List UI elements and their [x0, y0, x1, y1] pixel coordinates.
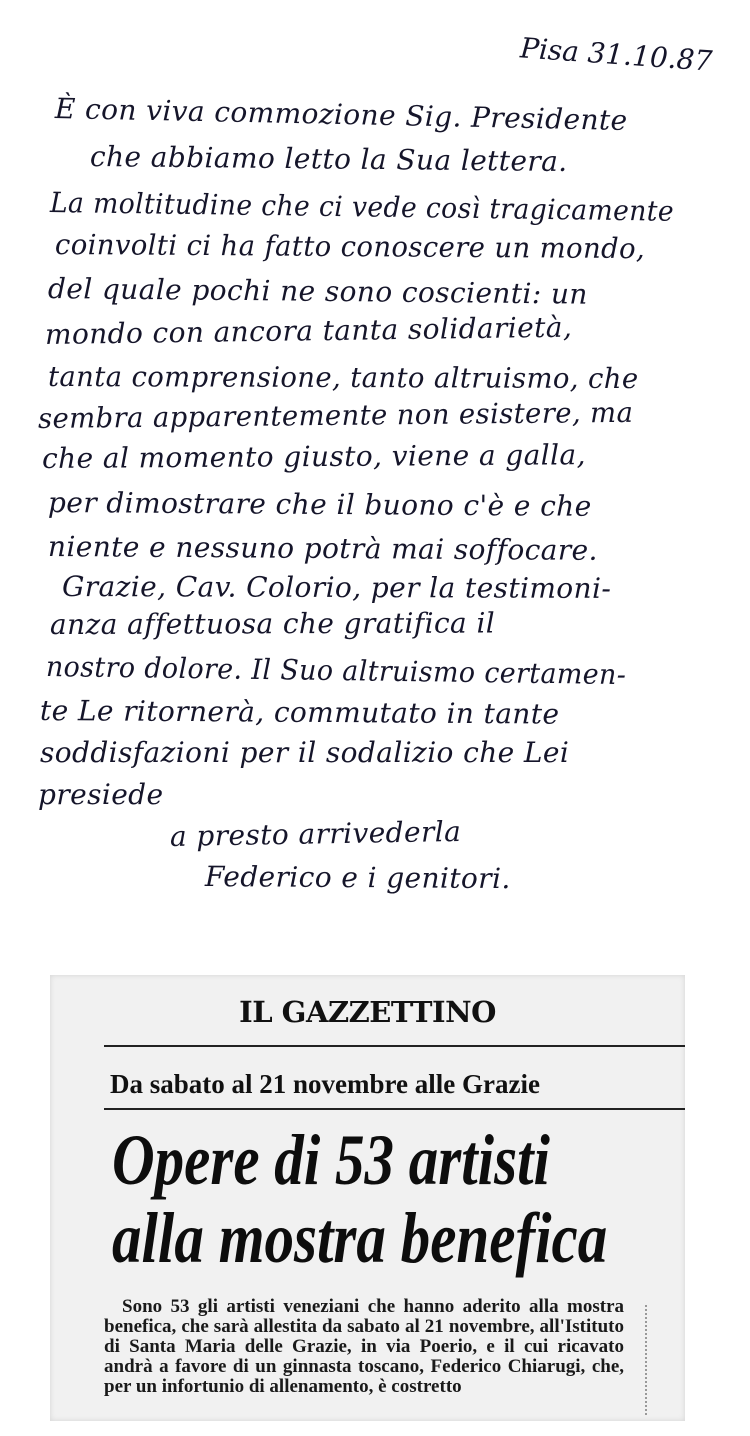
newspaper-masthead: IL GAZZETTINO	[239, 995, 496, 1029]
letter-line: te Le ritornerà, commutato in tante	[39, 694, 560, 731]
article-kicker: Da sabato al 21 novembre alle Grazie	[110, 1069, 540, 1099]
article-body: Sono 53 gli artisti veneziani che hanno aderito alla mostra benefica, che sarà allestita da sabato al 21 novembre, all'Istituto di Santa Maria delle Grazie, in via Poerio, e il cui ricavato andrà a favore di un ginnasta toscano, Federico Chiarugi, che, per un infortunio di allenamento, è costretto	[104, 1296, 624, 1397]
divider	[104, 1108, 685, 1110]
letter-line: mondo con ancora tanta solidarietà,	[44, 310, 573, 351]
newspaper-clipping	[50, 975, 685, 1421]
letter-line: coinvolti ci ha fatto conoscere un mondo,	[54, 228, 646, 266]
letter-line: per dimostrare che il buono c'è e che	[47, 486, 592, 523]
letter-date: Pisa 31.10.87	[519, 31, 714, 78]
letter-line: È con viva commozione Sig. Presidente	[54, 92, 628, 137]
letter-line: che al momento giusto, viene a galla,	[41, 438, 586, 475]
letter-line: nostro dolore. Il Suo altruismo certamen-	[45, 650, 627, 692]
letter-closing: a presto arrivederla	[169, 814, 462, 853]
letter-line: tanta comprensione, tanto altruismo, che	[47, 360, 639, 396]
letter-signature: Federico e i genitori.	[204, 860, 511, 896]
letter-line: presiede	[38, 778, 164, 811]
letter-line: La moltitudine che ci vede così tragicamente	[49, 186, 675, 228]
column-divider	[645, 1305, 649, 1415]
divider	[104, 1045, 685, 1047]
letter-line: del quale pochi ne sono coscienti: un	[47, 272, 589, 311]
article-headline-line1: Opere di 53 artisti	[112, 1120, 550, 1200]
letter-line: soddisfazioni per il sodalizio che Lei	[40, 736, 570, 769]
article-headline-line2: alla mostra benefica	[112, 1198, 608, 1278]
letter-line: che abbiamo letto la Sua lettera.	[89, 140, 568, 179]
letter-line: niente e nessuno potrà mai soffocare.	[47, 530, 599, 567]
letter-line: sembra apparentemente non esistere, ma	[37, 395, 634, 435]
letter-line: anza affettuosa che gratifica il	[49, 606, 496, 641]
letter-line: Grazie, Cav. Colorio, per la testimoni-	[61, 570, 612, 605]
